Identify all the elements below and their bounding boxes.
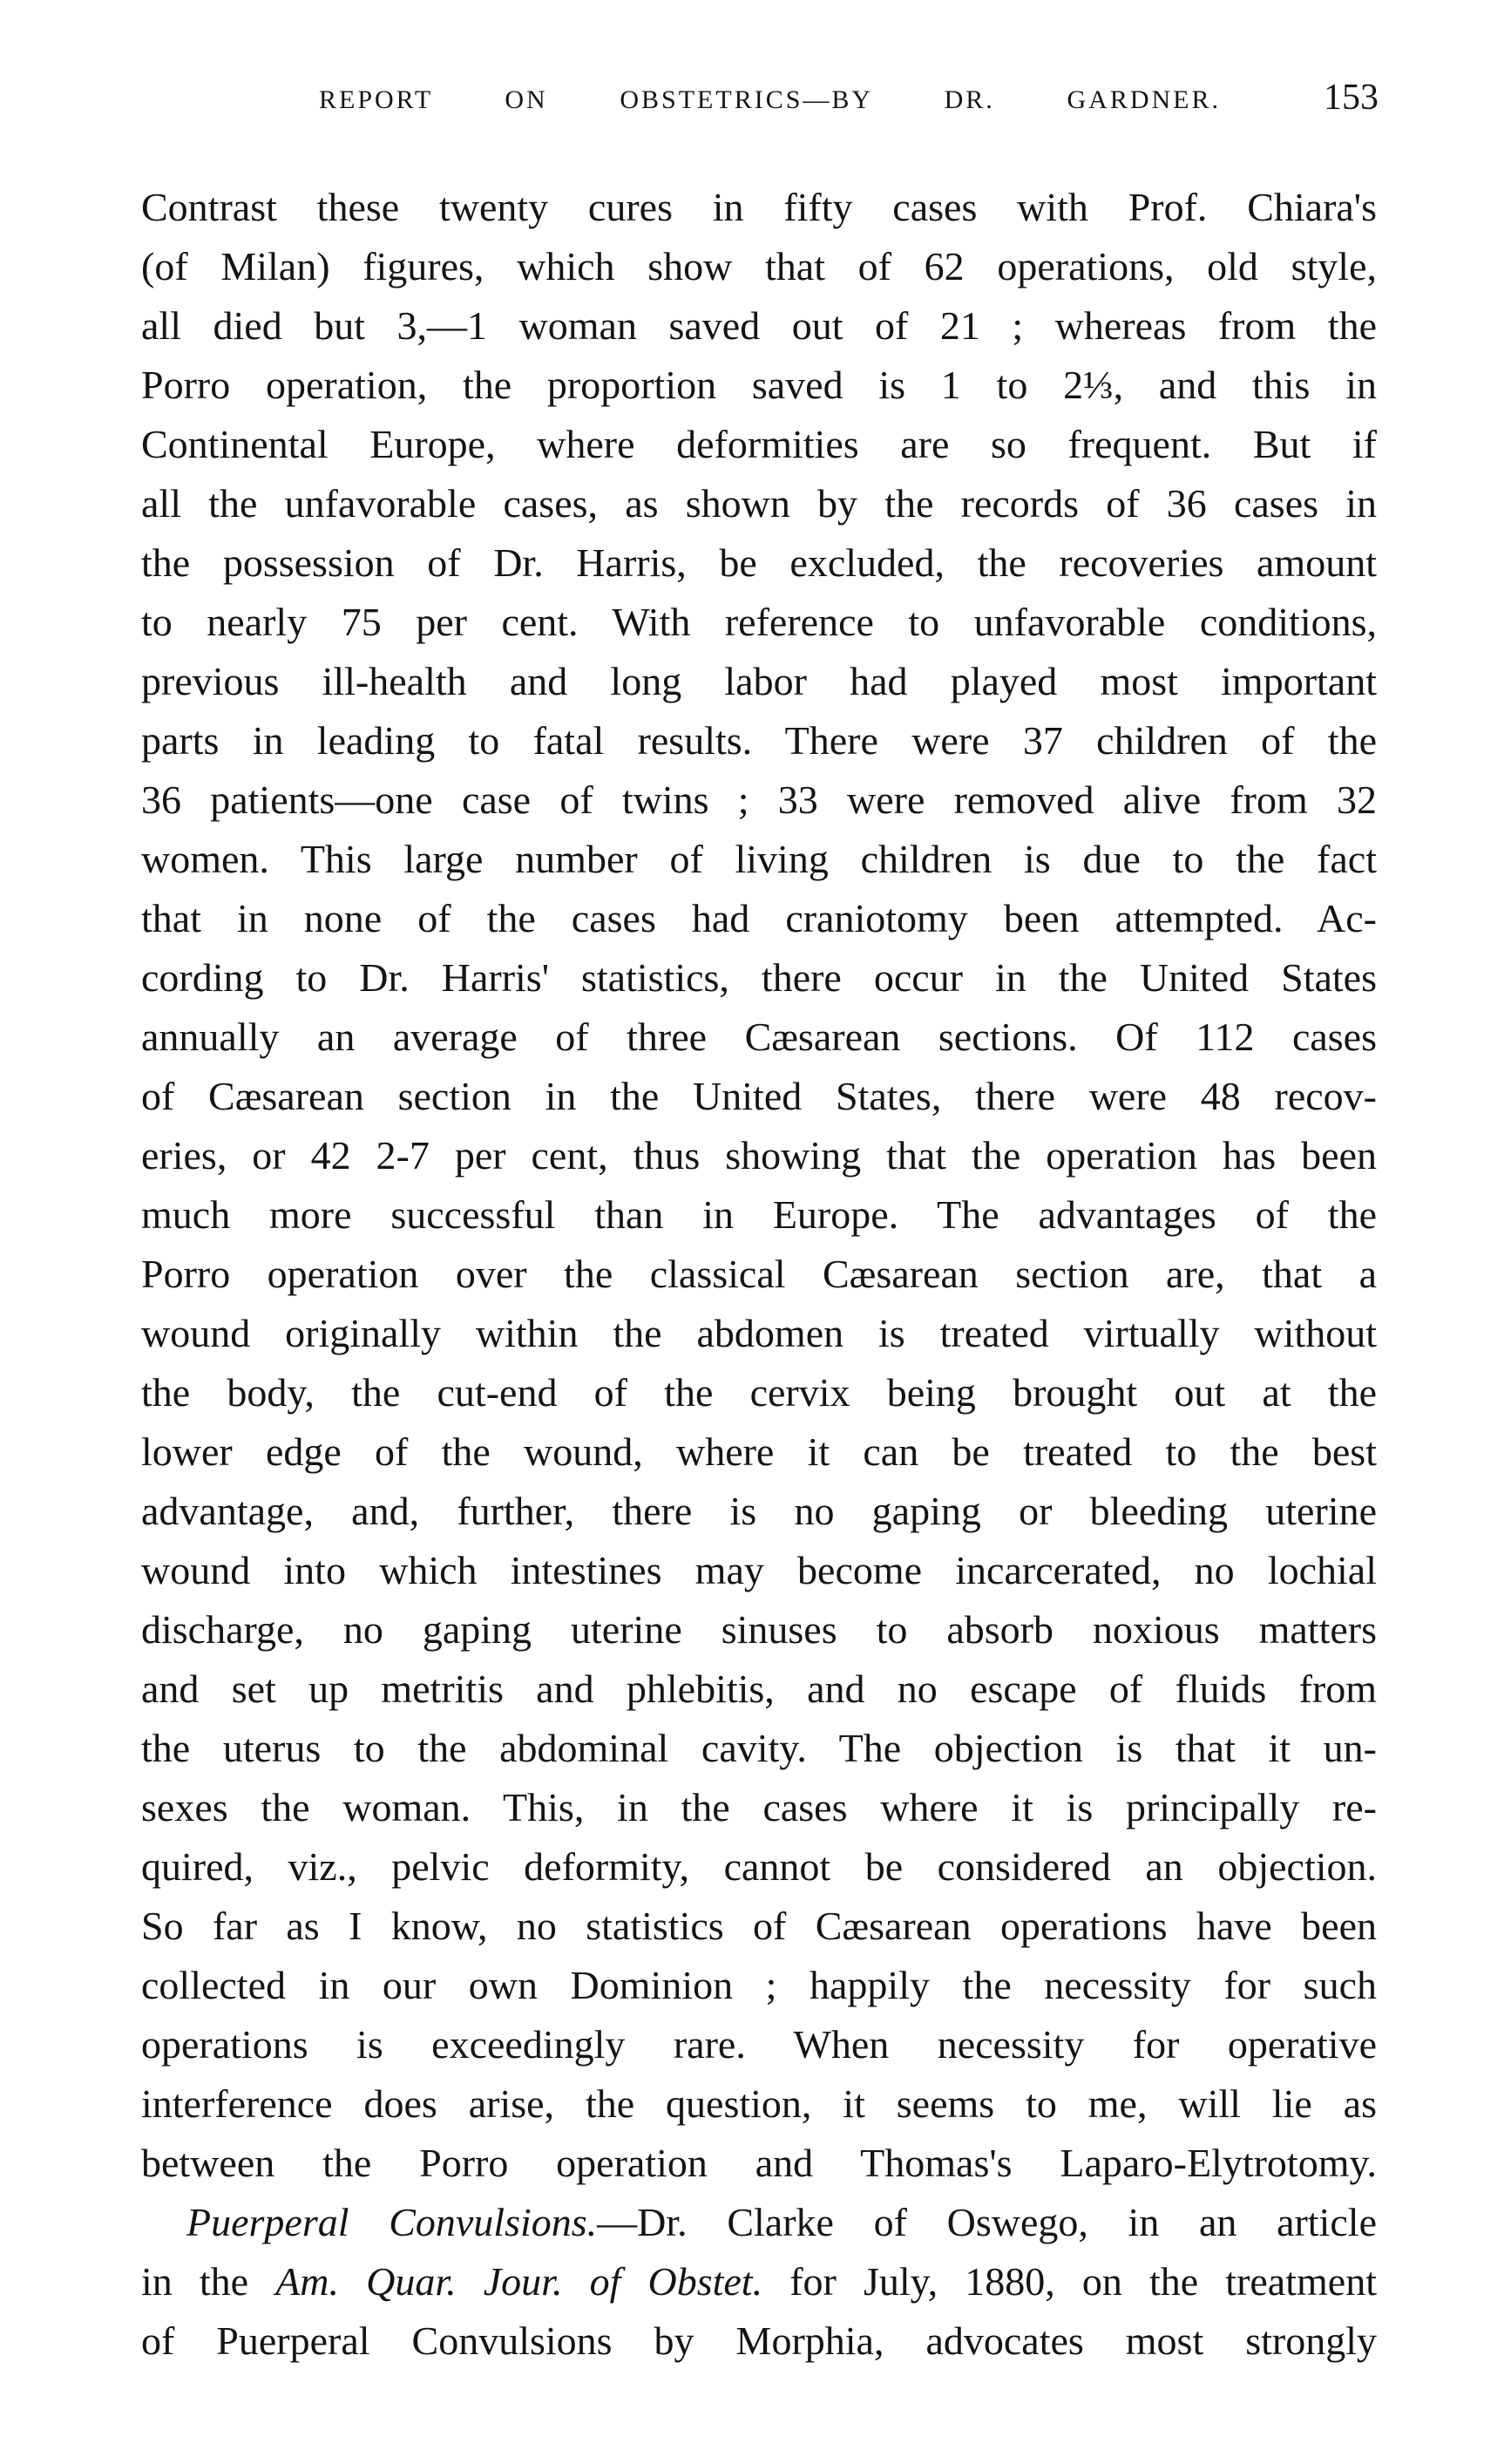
- text-line: [141, 1422, 1377, 1482]
- text-line: [141, 1541, 1377, 1600]
- text-segment: 36 patients—one case of twins ; 33 were removed alive from 32: [141, 777, 1377, 822]
- text-segment: So far as I know, no statistics of Cæsarean operations have been: [141, 1904, 1377, 1948]
- text-line: [141, 1363, 1377, 1422]
- text-segment: Porro operation over the classical Cæsarean section are, that a: [141, 1252, 1377, 1296]
- text-segment: Porro operation, the proportion saved is 1 to 2⅓, and this in: [141, 363, 1377, 407]
- text-segment: between the Porro operation and Thomas's Laparo-Elytrotomy.: [141, 2141, 1377, 2185]
- text-line: [141, 711, 1377, 770]
- text-line: [141, 1778, 1377, 1837]
- body-text: [141, 178, 1377, 2371]
- text-line: [141, 1837, 1377, 1897]
- page-number: 153: [1324, 78, 1379, 118]
- text-segment: collected in our own Dominion ; happily the necessity for such: [141, 1963, 1377, 2007]
- text-line: [141, 1067, 1377, 1126]
- text-line: [141, 178, 1377, 237]
- text-line: [141, 2134, 1377, 2193]
- text-line: [141, 1956, 1377, 2015]
- text-segment: eries, or 42 2-7 per cent, thus showing that the operation has been: [141, 1133, 1377, 1178]
- text-segment: parts in leading to fatal results. There were 37 children of the: [141, 718, 1377, 763]
- text-line: [141, 2193, 1377, 2252]
- text-segment: interference does arise, the question, it seems to me, will lie as: [141, 2081, 1377, 2126]
- text-segment: of Cæsarean section in the United States, there were 48 recov-: [141, 1074, 1377, 1118]
- text-line: [141, 2015, 1377, 2074]
- text-line: [141, 1126, 1377, 1185]
- text-segment: of Puerperal Convulsions by Morphia, advocates most strongly: [141, 2318, 1377, 2363]
- text-segment: wound into which intestines may become incarcerated, no lochial: [141, 1548, 1377, 1592]
- text-line: [141, 593, 1377, 652]
- text-line: [141, 1482, 1377, 1541]
- text-line: [141, 1660, 1377, 1719]
- text-line: [141, 533, 1377, 593]
- text-segment: (of Milan) figures, which show that of 62 operations, old style,: [141, 244, 1377, 288]
- text-line: [141, 2252, 1377, 2311]
- text-segment: in the: [141, 2259, 276, 2304]
- text-line: [141, 1897, 1377, 1956]
- text-segment: much more successful than in Europe. The advantages of the: [141, 1192, 1377, 1237]
- text-line: [141, 1600, 1377, 1660]
- text-segment: Continental Europe, where deformities are so frequent. But if: [141, 422, 1377, 466]
- text-line: [141, 770, 1377, 830]
- text-segment: the possession of Dr. Harris, be excluded, the recoveries amount: [141, 540, 1377, 585]
- text-line: [141, 652, 1377, 711]
- text-segment: Contrast these twenty cures in fifty cases with Prof. Chiara's: [141, 185, 1377, 229]
- text-segment: women. This large number of living children is due to the fact: [141, 837, 1377, 881]
- text-line: [141, 948, 1377, 1008]
- text-line: [141, 1719, 1377, 1778]
- text-segment: the body, the cut-end of the cervix being brought out at the: [141, 1370, 1377, 1415]
- text-line: [141, 2074, 1377, 2134]
- text-segment: lower edge of the wound, where it can be treated to the best: [141, 1429, 1377, 1474]
- italic-text: Puerperal Convulsions.: [186, 2200, 598, 2244]
- text-line: [141, 2311, 1377, 2371]
- text-segment: sexes the woman. This, in the cases where it is principally re-: [141, 1785, 1377, 1829]
- text-segment: operations is exceedingly rare. When necessity for operative: [141, 2022, 1377, 2067]
- text-line: [141, 237, 1377, 296]
- text-segment: for July, 1880, on the treatment: [762, 2259, 1377, 2304]
- text-segment: to nearly 75 per cent. With reference to unfavorable conditions,: [141, 600, 1377, 644]
- text-line: [141, 1245, 1377, 1304]
- text-segment: discharge, no gaping uterine sinuses to absorb noxious matters: [141, 1607, 1377, 1652]
- text-segment: and set up metritis and phlebitis, and no escape of fluids from: [141, 1666, 1377, 1711]
- text-line: [141, 830, 1377, 889]
- text-segment: previous ill-health and long labor had played most important: [141, 659, 1377, 703]
- text-line: [141, 415, 1377, 474]
- text-segment: the uterus to the abdominal cavity. The objection is that it un-: [141, 1726, 1377, 1770]
- text-segment: that in none of the cases had craniotomy been attempted. Ac-: [141, 896, 1377, 940]
- text-line: [141, 1304, 1377, 1363]
- text-segment: wound originally within the abdomen is treated virtually without: [141, 1311, 1377, 1355]
- text-segment: quired, viz., pelvic deformity, cannot be considered an objection.: [141, 1844, 1377, 1889]
- text-segment: annually an average of three Cæsarean sections. Of 112 cases: [141, 1015, 1377, 1059]
- text-segment: —Dr. Clarke of Oswego, in an article: [597, 2200, 1377, 2244]
- italic-text: Am. Quar. Jour. of Obstet.: [275, 2259, 763, 2304]
- text-segment: advantage, and, further, there is no gaping or bleeding uterine: [141, 1489, 1377, 1533]
- text-line: [141, 474, 1377, 533]
- text-segment: cording to Dr. Harris' statistics, there occur in the United States: [141, 955, 1377, 1000]
- text-segment: all died but 3,—1 woman saved out of 21 ; whereas from the: [141, 303, 1377, 348]
- text-line: [141, 296, 1377, 356]
- text-line: [141, 356, 1377, 415]
- text-line: [141, 1185, 1377, 1245]
- text-line: [141, 1008, 1377, 1067]
- text-segment: all the unfavorable cases, as shown by the records of 36 cases in: [141, 481, 1377, 526]
- running-header-title: REPORT ON OBSTETRICS—BY DR. GARDNER.: [319, 85, 1221, 114]
- text-line: [141, 889, 1377, 948]
